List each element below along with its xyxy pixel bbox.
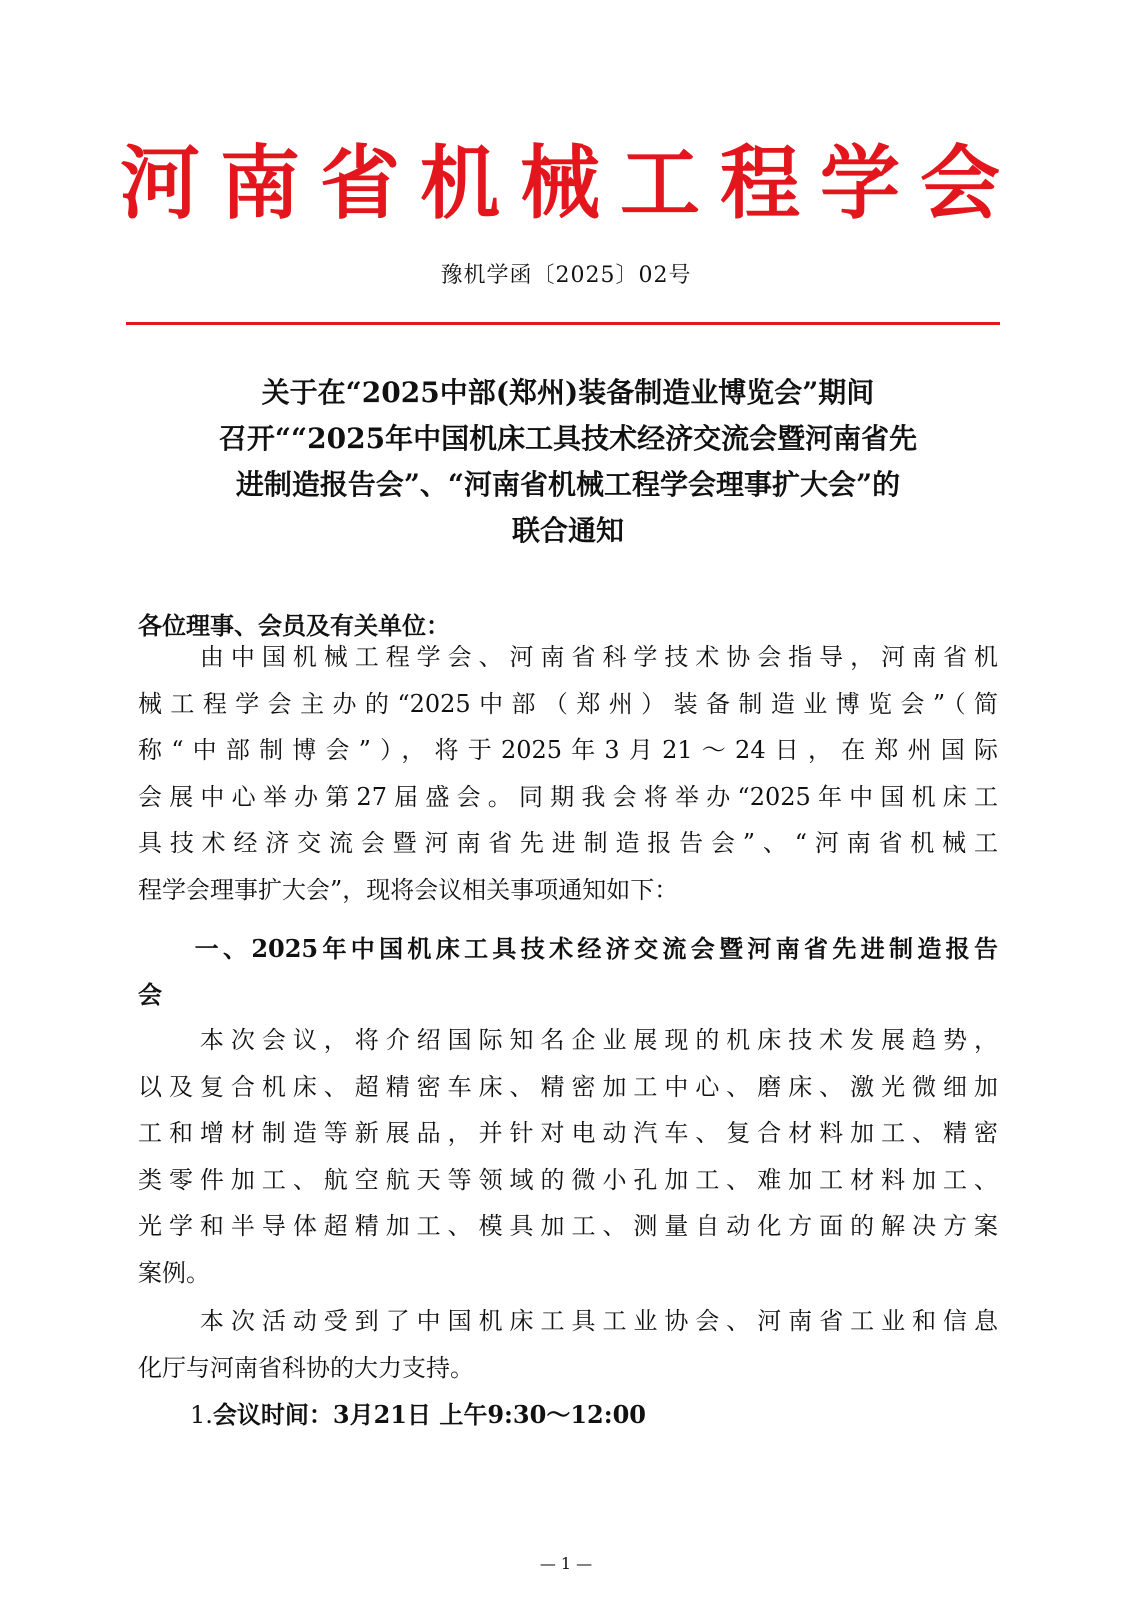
masthead-char: 机: [420, 137, 500, 230]
paragraph-line: 光学和半导体超精加工、模具加工、测量自动化方面的解决方案: [138, 1212, 998, 1240]
masthead-char: 程: [720, 137, 800, 230]
notice-title: [138, 370, 998, 554]
masthead-char: 工: [620, 137, 700, 230]
masthead-char: 省: [320, 137, 400, 230]
masthead-char: 学: [820, 137, 900, 230]
masthead-char: 南: [220, 137, 300, 230]
paragraph-line: 具技术经济交流会暨河南省先进制造报告会”、“河南省机械工: [138, 829, 998, 857]
paragraph-line: 案例。: [138, 1258, 210, 1287]
page-number: — 1 —: [539, 1554, 593, 1573]
heading-line: 会: [138, 980, 162, 1009]
paragraph-line: 本次活动受到了中国机床工具工业协会、河南省工业和信息: [138, 1307, 998, 1335]
paragraph-meeting-content: [138, 1017, 998, 1296]
title-line: 联合通知: [511, 514, 624, 547]
item-value: 3月21日 上午9:30～12:00: [332, 1400, 646, 1429]
heading-line: 一、2025年中国机床工具技术经济交流会暨河南省先进制造报告: [138, 934, 998, 963]
title-line: 进制造报告会”、“河南省机械工程学会理事扩大会”的: [235, 468, 901, 501]
paragraph-line: 械工程学会主办的“2025中部（郑州）装备制造业博览会”（简: [138, 689, 998, 718]
salutation: 各位理事、会员及有关单位：: [138, 611, 450, 640]
document-number: 豫机学函〔2025〕02号: [440, 263, 692, 288]
masthead: [120, 136, 1000, 232]
paragraph-line: 本次会议，将介绍国际知名企业展现的机床技术发展趋势，: [138, 1026, 998, 1054]
paragraph-line: 工和增材制造等新展品，并针对电动汽车、复合材料加工、精密: [138, 1119, 998, 1147]
title-line: 关于在“2025中部(郑州)装备制造业博览会”期间: [261, 376, 875, 409]
masthead-char: 会: [920, 137, 1000, 230]
paragraph-line: 会展中心举办第27届盛会。同期我会将举办“2025年中国机床工: [138, 782, 998, 811]
paragraph-line: 类零件加工、航空航天等领域的微小孔加工、难加工材料加工、: [138, 1165, 998, 1194]
masthead-char: 河: [120, 137, 200, 230]
masthead-char: 械: [520, 137, 600, 230]
red-divider-line: [126, 322, 1000, 325]
paragraph-line: 称“中部制博会”），将于2025年3月21～24日，在郑州国际: [138, 736, 998, 764]
meeting-time-item: [190, 1392, 646, 1438]
item-number: 1.: [190, 1401, 213, 1429]
paragraph-line: 由中国机械工程学会、河南省科学技术协会指导，河南省机: [138, 643, 998, 671]
paragraph-support: [138, 1298, 998, 1391]
section-heading-1: [138, 926, 998, 1018]
paragraph-line: 以及复合机床、超精密车床、精密加工中心、磨床、激光微细加: [138, 1072, 998, 1101]
paragraph-line: 化厅与河南省科协的大力支持。: [138, 1353, 474, 1382]
item-label: 会议时间：: [212, 1400, 333, 1429]
paragraph-intro: [138, 634, 998, 913]
paragraph-line: 程学会理事扩大会”，现将会议相关事项通知如下：: [138, 875, 679, 904]
title-line: 召开““2025年中国机床工具技术经济交流会暨河南省先: [218, 422, 918, 455]
